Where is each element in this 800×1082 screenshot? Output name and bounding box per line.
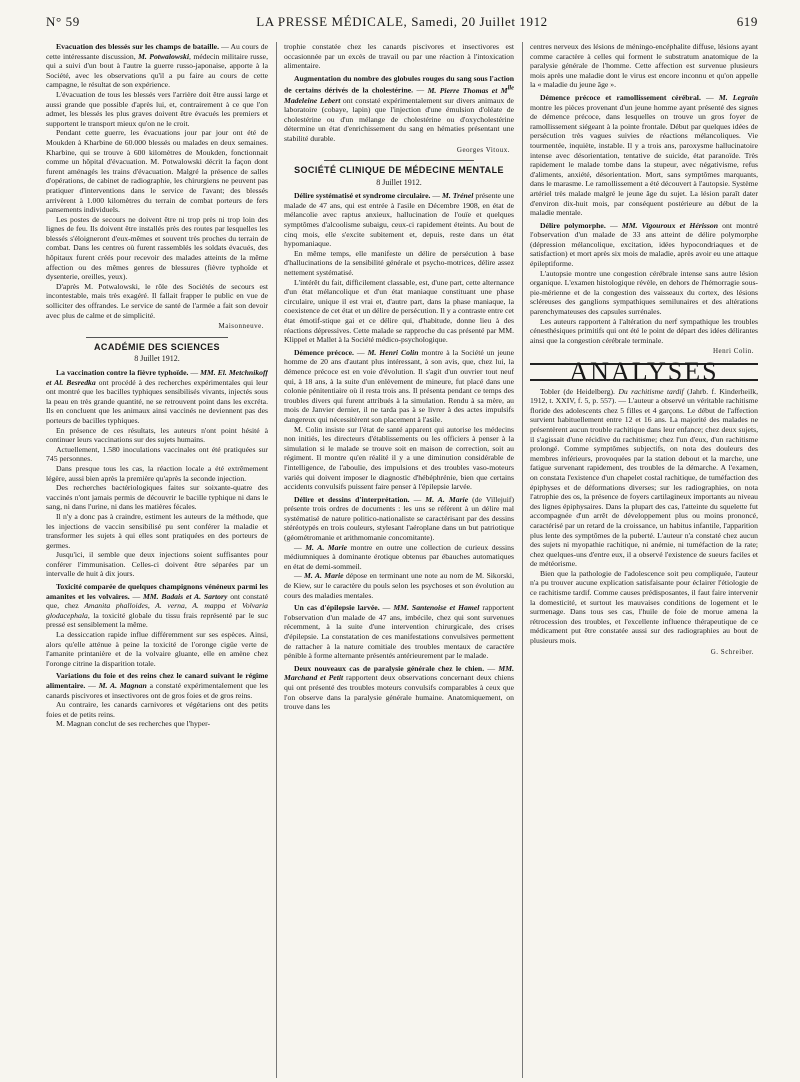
paragraph: Il n'y a donc pas à craindre, estiment les auteurs de la méthode, que les injections de vaccin sensibilisé pu sent conférer la maladie et transformer les sujets à qui elles sont pratiquées en des porteurs de germes. — [46, 511, 268, 550]
paragraph: Bien que la pathologie de l'adolescence soit peu compliquée, l'auteur n'a pu trouver aucune explication satisfaisante pour éclairer l'étiologie de ce rachitisme tardif. Comme causes prédisposantes, il faut faire intervenir la domesticité, et surtout les mauvaises conditions de logement et le surmenage. Dans tous ses cas, l'huile de foie de morue amena la rétrocession des troubles, et l'excellente influence thérapeutique de ce médicament put être constatée aussi sur des radiographies au bout de plusieurs mois. — [530, 568, 758, 646]
signature: Maisonneuve. — [218, 322, 264, 331]
article-dessins: Délire et dessins d'interprétation. — M. A. Marie (de Villejuif) présente trois ordres de documents : les uns se réfèrent à un délire mal systématisé de nature politico-nationaliste se caractérisant par des dessins stéréotypés en trois couleurs, stylesant l'aéroplane dans un but patriotique (géométromanie et arithmomanie concomitante). — [284, 494, 514, 543]
author: MM. El. Metchnikoff et Al. Besredka — [46, 368, 268, 387]
article-title: La vaccination contre la fièvre typhoïde. — [56, 368, 189, 377]
paragraph: Les postes de secours ne doivent être ni trop près ni trop loin des lignes de feu. Ils doivent être installés près des routes par lesquelles les blessés s'éloigneront d'eux-mêmes et souvent très proches du terrain de combat. Dans les centres où furent rassemblés les soldats évacués, des hôpitaux furent créés pour recevoir des malades atteints de la même affection ou des mêmes genres de blessures (fièvre typhoïde et dysenterie, oreilles, yeux). — [46, 214, 268, 282]
author: M. A. Marie — [304, 571, 344, 581]
article-rachitisme: Tobler (de Heidelberg). Du rachitisme tardif (Jahrb. f. Kinderheilk, 1912, t. XXIV, f. 5, p. 557). — L'auteur a observé un véritable rachitisme floride des adolescents chez 5 filles et 4 garçons. Le début de l'affection survient habituellement entre 12 et 16 ans. La majorité des malades ne présentèrent aucun trouble rachitique dans leur enfance; chez deux sujets, il s'agissait d'une récidive du rachitisme; chez l'un d'eux, d'un rachitisme prolongé. Comme symptômes subjectifs, on nota des douleurs des membres inférieurs, provoquées par la station debout et la marche, une fatigue survenant rapidement, des troubles de la démarche. A l'examen, on constata l'existence d'un chapelet costal rachitique, de tuméfaction des épiphyses et de déformations diverses; sur les radiographies, on nota l'atrophie des os, la présence de foyers cartilagineux importants au niveau des lignes épiphysaires. Dans la plupart des cas, l'atteinte du squelette fut accompagnée d'un arrêt de développement plus ou moins prononcé, caractérisé par un retard de la croissance, un habitus infantile, l'apparition plus lente des symptômes de la puberté. L'auteur n'a constaté chez aucun des sujets ni myopathie rachitique, ni anémie, ni tuméfaction de la rate; chez quelques-uns d'entre eux, il a observé l'existence de sueurs faciles et de météorisme. — [530, 386, 758, 569]
signature: Henri Colin. — [713, 347, 754, 356]
article-title: Délire systématisé et syndrome circulaire. — [294, 191, 431, 201]
article-paralysie: Deux nouveaux cas de paralysie générale chez le chien. — MM. Marchand et Petit rapportent deux observations concernant deux chiens qui ont présenté des troubles moteurs convulsifs comparables à ceux que l'on observe dans la paralysie générale humaine. Anatomiquement, on trouve dans les — [284, 663, 514, 712]
article-polymorphe: Délire polymorphe. — MM. Vigouroux et Hérisson ont montré l'observation d'un malade de 33 ans atteint de délire polymorphe (dépression mélancolique, excitation, idées hypocondriaques et de satisfaction) et mort après six mois de maladie, après avoir eu une attaque épileptiforme. — [530, 220, 758, 269]
paragraph: La dessiccation rapide influe différemment sur ses espèces. Ainsi, alors qu'elle atténue à peine la toxicité de l'oronge cigüe verte de l'amanite printanière et de la volvaire gluante, elle en amène chez l'oronge citrine la disparition totale. — [46, 630, 268, 668]
article-title: Variations du foie et des reins chez le canard suivant le régime alimentaire. — [46, 671, 268, 690]
article-epilepsie: Un cas d'épilepsie larvée. — MM. Santenoise et Hamel rapportent l'observation d'un malade de 47 ans, imbécile, chez qui sont survenues récemment, à la suite d'une intervention chirurgicale, des crises d'épilepsie. La constatation de ces manifestations convulsives permettent de rattacher à la nature comitiale des troubles mentaux de caractère pénible à forme alternante présentés antérieurement par le malade. — [284, 603, 514, 661]
species-names: Amanita phalloides, A. verna, A. mappa et Volvaria glodacephala — [46, 601, 268, 620]
article-title: Augmentation du nombre des globules rouges du sang sous l'action de certains dérivés de la cholestérine. — [284, 73, 514, 95]
article-vaccination: La vaccination contre la fièvre typhoïde. — MM. El. Metchnikoff et Al. Besredka ont procédé à des recherches expérimentales qui leur ont montré que les bacilles typhiques sensibilisés vivants, injectés sous la peau en très grande quantité, ne se retrouvent point dans les excréta. Ils en concluent que les animaux ainsi vaccinés ne deviennent pas des porteurs de bacilles typhiques. — [46, 368, 268, 425]
author: MM. Vigouroux et Hérisson — [621, 220, 718, 230]
paragraph: L'évacuation de tous les blessés vers l'arrière doit être aussi large et aussi grande que possible d'après lui, et, contrairement à ce que l'on admet, les blessés les plus graves doivent être évacués les premiers et supportent le transport mieux qu'on ne le croit. — [46, 89, 268, 128]
paragraph: trophie constatée chez les canards piscivores et insectivores est occasionnée par un excès de travail ou par une réaction à l'intoxication alimentaire. — [284, 42, 514, 71]
section-separator — [86, 337, 228, 338]
paragraph: Des recherches bactériologiques faites sur soixante-quatre des vaccinés n'ont jamais permis de découvrir le bacille typhique ni dans le sang, ni dans l'urine, ni dans les matières fécales. — [46, 483, 268, 512]
author: M. A. Marie — [425, 494, 469, 504]
section-title: ACADÉMIE DES SCIENCES — [94, 341, 220, 352]
author: MM. Santenoise et Hamel — [393, 603, 480, 613]
author: M. Henri Colin — [367, 347, 419, 357]
article-title: Un cas d'épilepsie larvée. — [294, 603, 380, 613]
article-demence-precoce: Démence précoce. — M. Henri Colin montre à la Société un jeune homme de 20 ans d'autant plus intéressant, à son avis, que, chez lui, la démence précoce est en voie d'évolution. Il s'agit d'un ouvrier tout neuf qui, à 18 ans, à la suite d'un enlèvement de mineure, fut placé dans une colonie pénitentiaire où il resta trois ans. Il présenta pendant ce temps des troubles divers qui furent attribués à la simulation. Rendu à sa mère, au mois de Janvier dernier, il ne tarda pas à se livrer à des actes impulsifs dangereux qui nécessitèrent son placement à l'asile. — [284, 347, 514, 424]
masthead-title: LA PRESSE MÉDICALE, Samedi, 20 Juillet 1912 — [256, 14, 548, 29]
article-globules: Augmentation du nombre des globules rouges du sang sous l'action de certains dérivés de la cholestérine. — M. Pierre Thomas et $M^{lle}$ Madeleine Lebert ont constaté expérimentalement sur divers animaux de laboratoire (cobaye, lapin) que l'injection d'une émulsion d'oléate de cholestérine ou d'un mélange de cholestérine ou d'oxycholestérine détermine un état d'enrichissement du sang en hématies présentant une stabilité durable. — [284, 73, 514, 143]
column-rule-right — [522, 42, 523, 1078]
paragraph: centres nerveux des lésions de méningo-encéphalite diffuse, lésions ayant comme caractère à celles qui forment le substratum anatomique de la paralysie générale de l'homme. Cette affection est survenue plusieurs mois après une maladie dont le virus est encore inconnu et qu'on appelle la « maladie du jeune âge ». — [530, 42, 758, 90]
author: M. Potwalowski — [138, 51, 189, 61]
paragraph: — M. A. Marie dépose en terminant une note au nom de M. Sikorski, de Kiew, sur le caractère du pouls selon les psychoses et son évolution au cours des maladies mentales. — [284, 571, 514, 600]
paragraph: M. Colin insiste sur l'état de santé apparent qui autorise les médecins non initiés, les directeurs d'établissements ou les officiers à penser à la simulation si le malade se trouve soit en maison de correction, soit au régiment. Il montre qu'en réalité il y a une diminution considérable de l'intelligence, de l'aboulie, des impulsions et des troubles vaso-moteurs variés qui doivent imposer le diagnostic d'hébéphrénie, bien que certains accidents convulsifs puissent faire penser à l'épilepsie larvée. — [284, 424, 514, 492]
author: M. Trénel — [442, 191, 474, 201]
paragraph: Au contraire, les canards carnivores et végétariens ont des petits foies et de petits reins. — [46, 700, 268, 719]
paragraph: M. Magnan conclut de ses recherches que l'hyper- — [56, 719, 211, 729]
column-rule-left — [276, 42, 277, 1078]
citation: (Jahrb. f. Kinderheilk, 1912, t. XXIV, f. 5, p. 557). — [530, 386, 758, 406]
paragraph: Pendant cette guerre, les évacuations jour par jour ont été de Moukden à Kharbine de 60.000 blessés ou malades en deux semaines. Kharbine, qui se trouve à 600 kilomètres de Moukden, fonctionnait comme un hôpital d'évacuation. M. Potwalowski décrit la façon dont furent aménagés les trains d'évacuation. Malgré la présence de salles d'opérations, de cabinet de radiographie, les chirurgiens ne peuvent pas pratiquer d'interventions dans le service de l'avant; des blessés arrivèrent à 1.000 kilomètres du terrain de combat porteurs de fers pansements individuels. — [46, 128, 268, 215]
column-3 — [530, 42, 758, 1078]
page-number: 619 — [736, 14, 758, 29]
paragraph: — M. A. Marie montre en outre une collection de curieux dessins médiumniques à dominante érotique obtenus par ébauches automatiques en état de demi-sommeil. — [284, 542, 514, 571]
analyses-section-title: ANALYSES — [530, 363, 758, 381]
article-title: Démence précoce. — [294, 347, 354, 357]
article-ramollissement: Démence précoce et ramollissement cérébral. — M. Legrain montre les pièces provenant d'un jeune homme ayant présenté des signes de démence précoce, dans lesquelles on trouve un gros foyer de ramollissement siégeant à la pointe frontale. Début par quelques idées de persécution très vagues suivies de réactions mélancoliques. Vie tourmentée, inquiète, instable. Il y a trois ans, paroxysme hallucinatoire intense avec désorientation, tentative de suicide, état paranoïde. Très rapidement le malade tombe dans la stupeur, avec négativisme, refus d'aliments, anxiété, désorientation. Mort, sans symptômes marquants, dans le marasme. Le ramollissement a été découvert à l'autopsie. Système artériel très malade malgré le jeune âge du sujet. La lésion paraît dater d'environ dix-huit mois, par conséquent postérieure au début de la maladie mentale. — [530, 92, 758, 218]
paragraph: Jusqu'ici, il semble que deux injections soient suffisantes pour conférer l'immunisation. Celles-ci doivent être séparées par un intervalle de huit à dix jours. — [46, 550, 268, 579]
signature: G. Schreiber. — [710, 647, 754, 656]
author: M. A. Magnan — [98, 681, 147, 690]
paragraph: En présence de ces résultats, les auteurs n'ont point hésité à continuer leurs vaccinations sur des sujets humains. — [46, 425, 268, 445]
author: M. Legrain — [718, 92, 758, 102]
article-title: Du rachitisme tardif — [618, 386, 684, 396]
author: Tobler — [540, 386, 560, 396]
section-date: 8 Juillet 1912. — [376, 177, 422, 187]
author: MM. Badais et A. Sartory — [142, 591, 228, 601]
column-1 — [46, 42, 268, 1078]
author: MM. Marchand et Petit — [284, 663, 514, 683]
article-title: Toxicité comparée de quelques champignons vénéneux parmi les amanites et les volvaires. — [46, 582, 268, 601]
paragraph: Les auteurs rapportent à l'altération du nerf sympathique les troubles cénesthésiques primitifs qui ont été le point de départ des idées délirantes ainsi que la congestion cérébrale terminale. — [530, 316, 758, 345]
signature: Georges Vitoux. — [456, 145, 510, 154]
article-title: Démence précoce et ramollissement cérébral. — [540, 92, 701, 102]
paragraph: En même temps, elle manifeste un délire de persécution à base d'hallucinations de la sensibilité générale et psycho-motrices, délire assez nettement systématisé. — [284, 248, 514, 278]
author: M. A. Marie — [305, 542, 348, 552]
article-title: Délire et dessins d'interprétation. — [294, 494, 410, 504]
article-title: Délire polymorphe. — [540, 220, 606, 230]
paragraph: Dans presque tous les cas, la réaction locale a été extrêmement légère, aussi bien après la première qu'après la seconde injection. — [46, 463, 268, 483]
author: M. Pierre Thomas et $M^{lle}$ Madeleine Lebert — [284, 84, 514, 105]
section-separator — [324, 160, 474, 161]
article-toxicite: Toxicité comparée de quelques champignons vénéneux parmi les amanites et les volvaires. — MM. Badais et A. Sartory ont constaté que, chez Amanita phalloides, A. verna, A. mappa et Volvaria glodacephala, la toxicité globale du tissu frais représenté par le suc pressé est sensiblement la même. — [46, 582, 268, 630]
paragraph: L'intérêt du fait, difficilement classable, est, d'une part, cette alternance d'un état mélancolique et d'un état maniaque constituant une phase circulaire, unique il est vrai et, d'autre part, dans la phase maniaque, la coexistence de cet état et un délire de persécution. Il y a contraste entre cet état émotif-stique gai et ce délire qui, d'habitude, donne lieu à des réactions dépressives. Cette malade se rapproche du cas présenté par MM. Klippel et Mallet à la Société médico-psychologique. — [284, 277, 514, 345]
issue-number: N° 59 — [46, 14, 80, 29]
column-2 — [284, 42, 514, 1078]
section-date: 8 Juillet 1912. — [134, 354, 180, 364]
article-evacuation: Evacuation des blessés sur les champs de bataille. — Au cours de cette intéressante discussion, M. Potwalowski, médecin militaire russe, qui a suivi d'un bout à l'autre la guerre russo-japonaise, apporte à la Société, avec les observations qu'il a pu faire au cours de cette campagne, le résultat de son expérience. — [46, 42, 268, 90]
section-title: SOCIÉTÉ CLINIQUE DE MÉDECINE MENTALE — [294, 165, 504, 176]
page-header — [46, 14, 758, 34]
article-title: Evacuation des blessés sur les champs de bataille. — [56, 42, 220, 51]
paragraph: D'après M. Potwalowski, le rôle des Sociétés de secours est incontestable, mais très exagéré. Il fallait frapper le public en vue de solliciter des offrandes. Le service de santé de l'armée a fait son devoir avec plus de calme et de simplicité. — [46, 281, 268, 320]
article-title: Deux nouveaux cas de paralysie générale chez le chien. — [294, 663, 485, 673]
paragraph: L'autopsie montre une congestion cérébrale intense sans autre lésion organique. L'examen histologique révèle, en dehors de l'hémorragie sous-pie-mérienne et de la congestion des vaisseaux du cortex, des lésions scléreuses des ganglions sympathiques semilunaires et des altérations parenchymateuses des capsules surrénales. — [530, 268, 758, 317]
article-delire-systematise: Délire systématisé et syndrome circulaire. — M. Trénel présente une malade de 47 ans, qui est entrée à l'asile en Décembre 1908, en état de mélancolie avec raptus anxieux, hallucination de l'ouïe et quelques symptômes d'alcoolisme subaigu, ceux-ci rapidement éteints. Au bout de cinq mois, elle s'excite subitement et, depuis, reste dans un état hypomaniaque. — [284, 191, 514, 249]
article-canard: Variations du foie et des reins chez le canard suivant le régime alimentaire. — M. A. Magnan a constaté expérimentalement que les canards piscivores et insectivores ont de gros foies et de gros reins. — [46, 671, 268, 700]
paragraph: Actuellement, 1.580 inoculations vaccinales ont été pratiquées sur 745 personnes. — [46, 444, 268, 464]
